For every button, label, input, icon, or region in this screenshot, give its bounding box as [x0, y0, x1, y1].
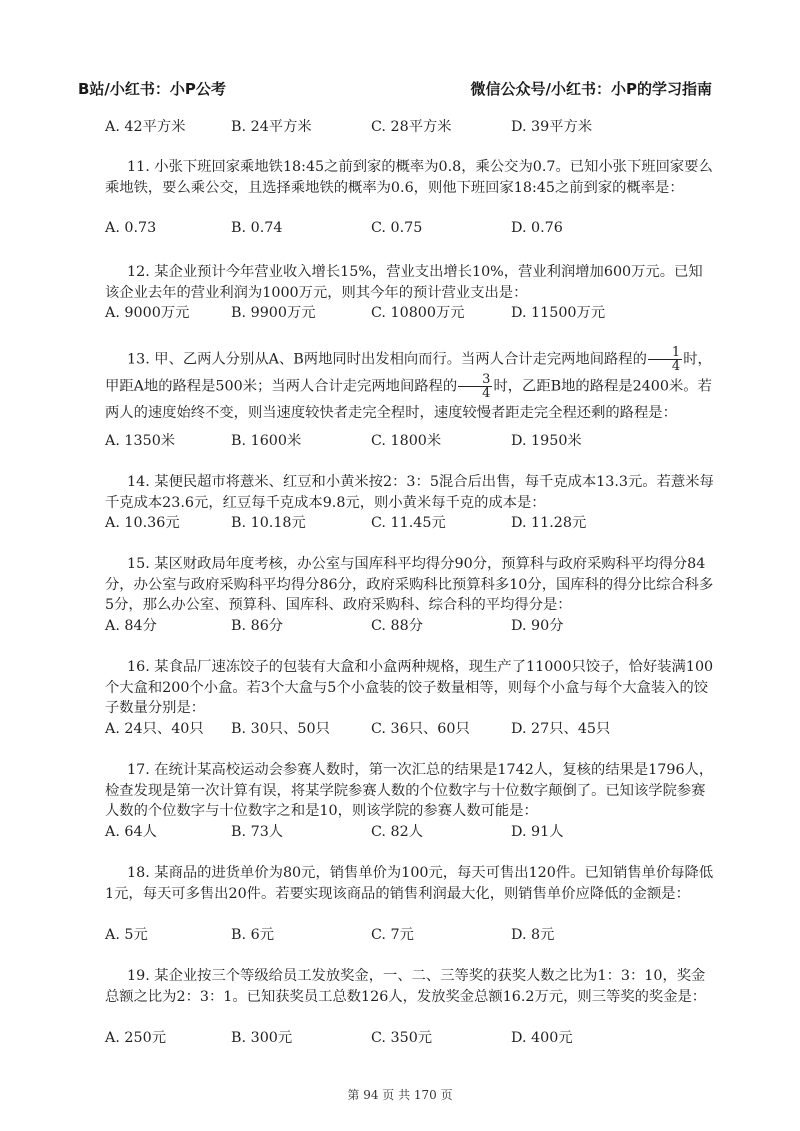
question-18 — [105, 863, 715, 904]
option-d: D. 11500万元 — [511, 305, 606, 321]
fraction-three-quarters — [458, 373, 492, 400]
option-c: C. 1800米 — [371, 433, 442, 449]
option-b: B. 9900万元 — [231, 305, 316, 321]
option-a: A. 42平方米 — [105, 119, 186, 135]
option-a: A. 64人 — [105, 824, 157, 840]
question-stem: 18. 某商品的进货单价为80元，销售单价为100元，每天可售出120件。已知销售单价每降低1元，每天可多售出20件。若要实现该商品的销售利润最大化，则销售单价应降低的金额是： — [105, 865, 714, 902]
option-a: A. 24只、40只 — [105, 721, 204, 737]
option-d: D. 27只、45只 — [511, 721, 611, 737]
q17-options — [105, 821, 715, 843]
option-d: D. 91人 — [511, 824, 564, 840]
option-b: B. 73人 — [231, 824, 284, 840]
page-number-footer: 第 94 页 共 170 页 — [347, 1088, 453, 1102]
question-stem: 14. 某便民超市将薏米、红豆和小黄米按2：3：5混合后出售，每千克成本13.3元。若薏米每千克成本23.6元，红豆每千克成本9.8元，则小黄米每千克的成本是： — [105, 474, 714, 511]
question-17 — [105, 760, 715, 822]
option-c: C. 350元 — [371, 1030, 433, 1046]
option-b: B. 30只、50只 — [231, 721, 330, 737]
header-right-source: 微信公众号/小红书：小P的学习指南 — [470, 80, 712, 98]
q15-options — [105, 615, 715, 637]
q16-options — [105, 718, 715, 740]
option-c: C. 7元 — [371, 927, 414, 943]
option-c: C. 0.75 — [371, 220, 423, 236]
option-d: D. 400元 — [511, 1030, 573, 1046]
option-d: D. 39平方米 — [511, 119, 593, 135]
option-c: C. 36只、60只 — [371, 721, 470, 737]
option-b: B. 6元 — [231, 927, 274, 943]
question-stem-part: 时，甲距A地的路程是500米；当两人合计走完两地间路程的 — [105, 351, 712, 395]
q14-options — [105, 512, 715, 534]
option-d: D. 11.28元 — [511, 515, 587, 531]
option-c: C. 88分 — [371, 618, 424, 634]
question-13 — [105, 346, 715, 426]
option-c: C. 11.45元 — [371, 515, 446, 531]
option-a: A. 84分 — [105, 618, 157, 634]
option-d: D. 8元 — [511, 927, 555, 943]
option-a: A. 250元 — [105, 1030, 166, 1046]
option-a: A. 5元 — [105, 927, 148, 943]
question-stem: 19. 某企业按三个等级给员工发放奖金，一、二、三等奖的获奖人数之比为1：3：10，奖金总额之比为2：3：1。已知获奖员工总数126人，发放奖金总额16.2万元，则三等奖的奖金是： — [105, 968, 707, 1005]
question-11 — [105, 157, 715, 198]
q13-options — [105, 430, 715, 452]
q11-options — [105, 220, 715, 242]
option-d: D. 1950米 — [511, 433, 582, 449]
question-stem-part: 13. 甲、乙两人分别从A、B两地同时出发相向而行。当两人合计走完两地间路程的 — [127, 351, 647, 368]
fraction-numerator: 3 — [458, 373, 492, 387]
q12-options — [105, 302, 715, 324]
q18-options — [105, 924, 715, 946]
option-b: B. 10.18元 — [231, 515, 306, 531]
q19-options — [105, 1027, 715, 1049]
option-a: A. 1350米 — [105, 433, 176, 449]
question-12 — [105, 262, 715, 303]
question-15 — [105, 554, 715, 616]
option-d: D. 0.76 — [511, 220, 563, 236]
q10-options — [105, 116, 715, 138]
option-b: B. 300元 — [231, 1030, 293, 1046]
fraction-denominator: 4 — [482, 386, 491, 401]
page-header — [78, 78, 712, 100]
question-stem: 16. 某食品厂速冻饺子的包装有大盒和小盒两种规格，现生产了11000只饺子，恰好装满100个大盒和200个小盒。若3个大盒与5个小盒装的饺子数量相等，则每个小盒与每个大盒装入的饺子数量分别是： — [105, 659, 714, 716]
option-c: C. 10800万元 — [371, 305, 465, 321]
question-stem: 15. 某区财政局年度考核，办公室与国库科平均得分90分，预算科与政府采购科平均得分84分，办公室与政府采购科平均得分86分，政府采购科比预算科多10分，国库科的得分比综合科多5分，那么办公室、预算科、国库科、政府采购科、综合科的平均得分是： — [105, 556, 714, 613]
option-b: B. 86分 — [231, 618, 284, 634]
question-stem: 17. 在统计某高校运动会参赛人数时，第一次汇总的结果是1742人，复核的结果是1796人，检查发现是第一次计算有误，将某学院参赛人数的个位数字与十位数字颠倒了。已知该学院参赛人数的个位数字与十位数字之和是10，则该学院的参赛人数可能是： — [105, 762, 714, 819]
option-c: C. 28平方米 — [371, 119, 452, 135]
question-19 — [105, 966, 715, 1007]
question-16 — [105, 657, 715, 719]
option-a: A. 10.36元 — [105, 515, 180, 531]
fraction-numerator: 1 — [648, 346, 682, 360]
header-left-source: B站/小红书：小P公考 — [78, 80, 226, 98]
option-b: B. 24平方米 — [231, 119, 312, 135]
question-14 — [105, 472, 715, 513]
option-a: A. 0.73 — [105, 220, 157, 236]
question-stem — [105, 346, 715, 426]
option-b: B. 1600米 — [231, 433, 302, 449]
option-c: C. 82人 — [371, 824, 424, 840]
option-a: A. 9000万元 — [105, 305, 190, 321]
question-stem: 12. 某企业预计今年营业收入增长15%，营业支出增长10%，营业利润增加600万元。已知该企业去年的营业利润为1000万元，则其今年的预计营业支出是： — [105, 264, 703, 301]
option-b: B. 0.74 — [231, 220, 283, 236]
fraction-denominator: 4 — [671, 359, 681, 374]
question-stem-part: 时，乙距B地的路程是2400米。若两人的速度始终不变，则当速度较快者走完全程时，速度较慢者距走完全程还剩的路程是： — [105, 378, 712, 421]
question-stem: 11. 小张下班回家乘地铁18:45之前到家的概率为0.8，乘公交为0.7。已知小张下班回家要么乘地铁，要么乘公交，且选择乘地铁的概率为0.6，则他下班回家18:45之前到家的概率是： — [105, 159, 713, 196]
fraction-one-quarter — [648, 346, 682, 373]
option-d: D. 90分 — [511, 618, 564, 634]
